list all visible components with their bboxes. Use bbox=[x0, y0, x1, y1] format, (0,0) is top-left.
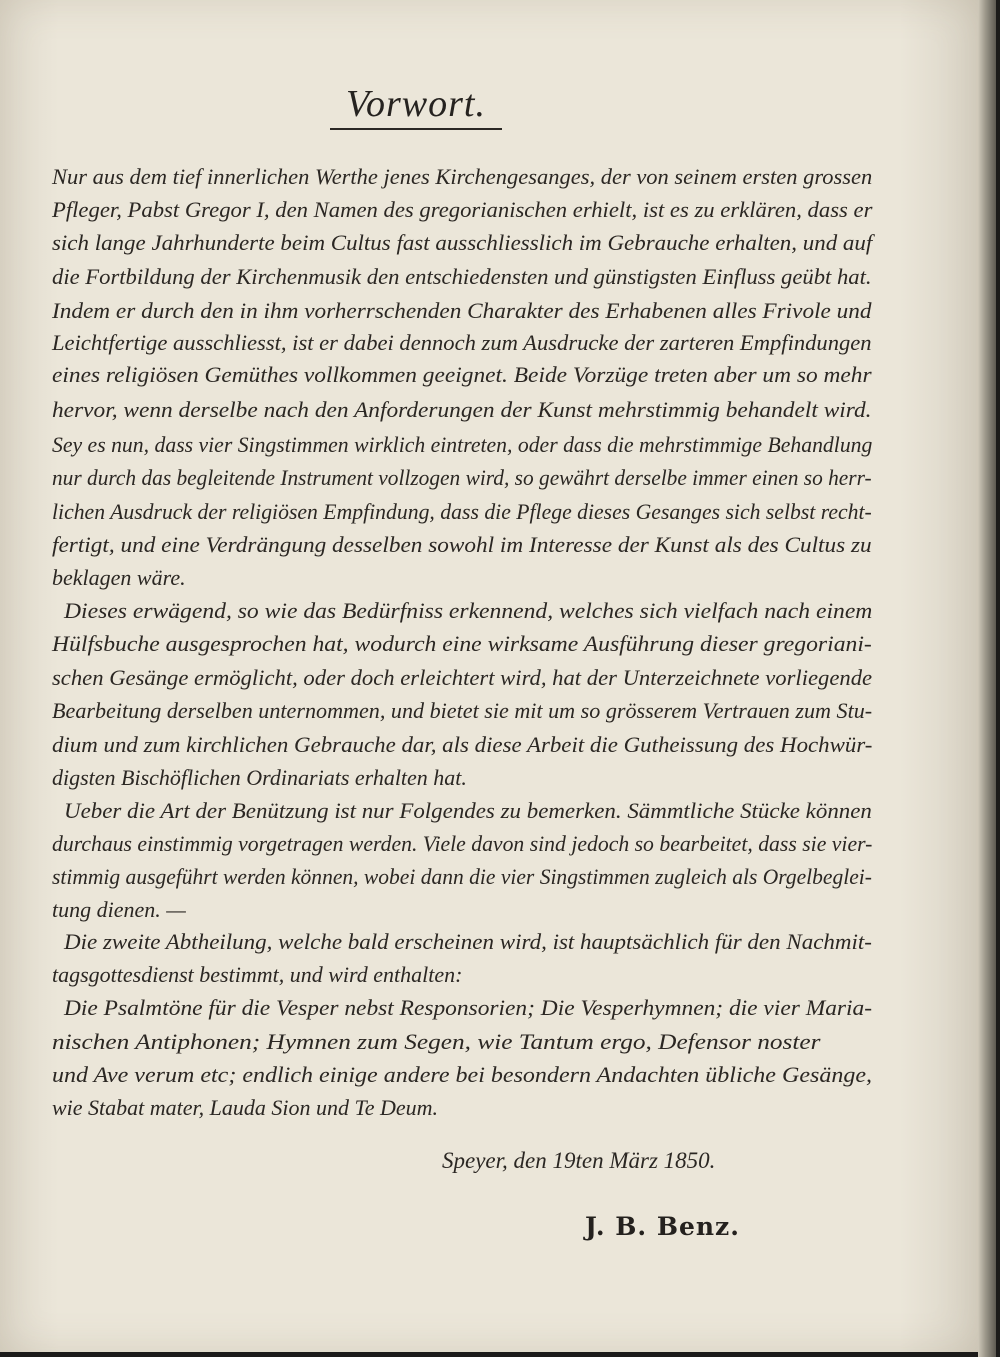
text-line: lichen Ausdruck der religiösen Empfindung, dass die Pflege dieses Gesanges sich selbst recht- bbox=[52, 499, 872, 524]
text-line: beklagen wäre. bbox=[52, 565, 186, 590]
text-line: wie Stabat mater, Lauda Sion und Te Deum. bbox=[52, 1095, 439, 1120]
text-line: tung dienen. — bbox=[52, 897, 186, 922]
text-line: Nur aus dem tief innerlichen Werthe jenes Kirchengesanges, der von seinem ersten grossen bbox=[52, 164, 873, 189]
text-line: tagsgottesdienst bestimmt, und wird enthalten: bbox=[52, 962, 463, 987]
text-line: Pfleger, Pabst Gregor I, den Namen des gregorianischen erhielt, ist es zu erklären, dass er bbox=[52, 197, 873, 222]
text-line: hervor, wenn derselbe nach den Anforderungen der Kunst mehrstimmig behandelt wird. bbox=[52, 397, 872, 422]
text-line: sich lange Jahrhunderte beim Cultus fast ausschliesslich im Gebrauche erhalten, und auf bbox=[52, 230, 873, 255]
text-line: Indem er durch den in ihm vorherrschenden Charakter des Erhabenen alles Frivole und bbox=[52, 298, 872, 323]
text-line: Die zweite Abtheilung, welche bald erscheinen wird, ist hauptsächlich für den Nachmit- bbox=[64, 929, 872, 954]
text-line: Hülfsbuche ausgesprochen hat, wodurch eine wirksame Ausführung dieser gregoriani- bbox=[52, 631, 872, 656]
text-line: Sey es nun, dass vier Singstimmen wirklich eintreten, oder dass die mehrstimmige Behandlung bbox=[52, 432, 873, 457]
text-line: schen Gesänge ermöglicht, oder doch erleichtert wird, hat der Unterzeichnete vorliegende bbox=[52, 665, 873, 690]
page-title: Vorwort. bbox=[330, 82, 502, 130]
text-line: Ueber die Art der Benützung ist nur Folgendes zu bemerken. Sämmtliche Stücke können bbox=[64, 798, 872, 823]
text-line: eines religiösen Gemüthes vollkommen geeignet. Beide Vorzüge treten aber um so mehr bbox=[52, 362, 872, 387]
text-line: Leichtfertige ausschliesst, ist er dabei dennoch zum Ausdrucke der zarteren Empfindungen bbox=[52, 330, 872, 355]
author-signature: J. B. Benz. bbox=[585, 1212, 740, 1241]
text-line: nur durch das begleitende Instrument vollzogen wird, so gewährt derselbe immer einen so herr- bbox=[52, 465, 872, 490]
text-line: dium und zum kirchlichen Gebrauche dar, als diese Arbeit die Gutheissung des Hochwür- bbox=[52, 732, 873, 757]
text-line: Bearbeitung derselben unternommen, und bietet sie mit um so grösserem Vertrauen zum Stu- bbox=[52, 698, 873, 723]
text-line: digsten Bischöflichen Ordinariats erhalten hat. bbox=[52, 765, 467, 790]
place-and-date: Speyer, den 19ten März 1850. bbox=[442, 1148, 716, 1173]
text-line: Die Psalmtöne für die Vesper nebst Responsorien; Die Vesperhymnen; die vier Maria- bbox=[64, 995, 873, 1020]
text-line: stimmig ausgeführt werden können, wobei dann die vier Singstimmen zugleich als Orgelbeglei- bbox=[52, 864, 872, 889]
text-line: Dieses erwägend, so wie das Bedürfniss erkennend, welches sich vielfach nach einem bbox=[64, 598, 873, 623]
text-line: fertigt, und eine Verdrängung desselben sowohl im Interesse der Kunst als des Cultus zu bbox=[52, 532, 872, 557]
text-line: die Fortbildung der Kirchenmusik den entschiedensten und günstigsten Einfluss geübt hat. bbox=[52, 264, 872, 289]
text-line: durchaus einstimmig vorgetragen werden. Viele davon sind jedoch so bearbeitet, dass sie vier- bbox=[52, 831, 873, 856]
page-edge bbox=[978, 0, 996, 1357]
text-line: nischen Antiphonen; Hymnen zum Segen, wie Tantum ergo, Defensor noster bbox=[52, 1029, 821, 1054]
text-line: und Ave verum etc; endlich einige andere bei besondern Andachten übliche Gesänge, bbox=[52, 1062, 873, 1087]
